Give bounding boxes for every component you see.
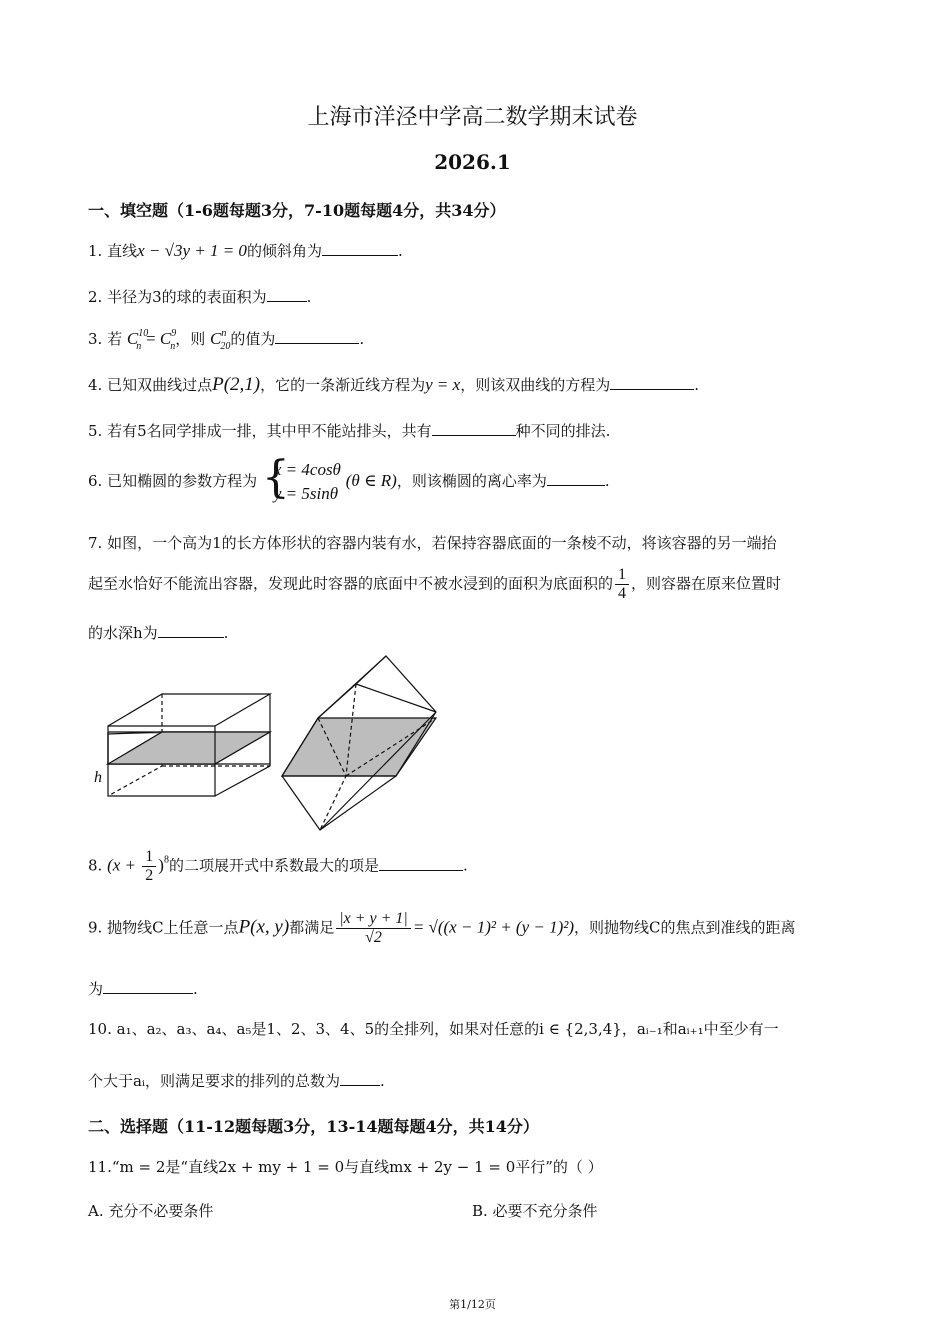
answer-blank-4[interactable] — [610, 375, 694, 390]
question-8: 8. (x + $\frac{1}{2}$ )$^8$的二项展开式中系数最大的项是 . — [88, 848, 468, 884]
fraction-one-half — [142, 848, 156, 885]
question-3-mid: ，则 — [175, 330, 206, 348]
question-4-asymptote: y = x — [425, 375, 461, 394]
parametric-x: x = 4cosθ — [273, 460, 341, 479]
question-6-prefix: 6. 已知椭圆的参数方程为 — [88, 472, 258, 490]
section-fill-in-heading: 一、填空题（1-6题每题3分，7-10题每题4分，共34分） — [88, 201, 506, 220]
question-9 — [88, 910, 796, 947]
question-9-point: P(x, y) — [238, 916, 290, 938]
question-4-mid: ，它的一条渐近线方程为 — [260, 376, 426, 394]
answer-blank-10[interactable] — [340, 1071, 380, 1086]
answer-blank-5[interactable] — [432, 421, 516, 436]
question-9-rhs: = √((x − 1)² + (y − 1)²) — [412, 917, 575, 937]
question-10-line-1: 10. a₁、a₂、a₃、a₄、a₅是1、2、3、4、5的全排列，如果对任意的i ∈ {2,3,4}，aᵢ₋₁和aᵢ₊₁中至少有一 — [88, 1020, 779, 1038]
question-6-suffix: ，则该椭圆的离心率为 — [396, 472, 547, 490]
fraction-numerator: |x + y + 1| — [336, 910, 411, 929]
answer-blank-1[interactable] — [322, 241, 398, 256]
parametric-system: { x = 4cosθ y = 5sinθ — [262, 458, 341, 506]
question-1-prefix: 1. 直线 — [88, 242, 138, 260]
question-8-prefix: 8. — [88, 856, 103, 875]
question-10-line-2-text: 个大于aᵢ，则满足要求的排列的总数为 — [88, 1072, 340, 1090]
fraction-numerator: 1 — [615, 566, 629, 585]
option-a[interactable]: A. 充分不必要条件 — [88, 1202, 214, 1220]
question-5-text: 5. 若有5名同学排成一排，其中甲不能站排头，共有 — [88, 422, 432, 440]
answer-blank-3[interactable] — [275, 329, 359, 344]
page-title: 上海市洋泾中学高二数学期末试卷 — [307, 105, 638, 130]
upright-container-figure — [108, 694, 270, 796]
question-8-power: 8 — [163, 854, 169, 866]
parametric-y: y = 5sinθ — [273, 484, 339, 503]
fraction-numerator: 1 — [142, 848, 156, 867]
question-8-expression: (x + — [107, 855, 141, 875]
question-9-suffix: ，则抛物线C的焦点到准线的距离 — [574, 918, 796, 937]
question-4-suffix: ，则该双曲线的方程为 — [460, 376, 611, 394]
depth-label-h: h — [94, 769, 102, 786]
question-5 — [88, 420, 610, 441]
question-9-prefix: 9. 抛物线C上任意一点 — [88, 918, 239, 937]
question-7-line-1: 7. 如图，一个高为1的长方体形状的容器内装有水，若保持容器底面的一条棱不动，将该容器的另一端抬 — [88, 534, 777, 552]
question-7-line-3-text: 的水深h为 — [88, 624, 158, 642]
question-2-text: 2. 半径为3的球的表面积为 — [88, 288, 267, 306]
question-6-condition: (θ ∈ R) — [345, 471, 397, 490]
question-1-suffix: 的倾斜角为 — [246, 242, 322, 260]
answer-blank-9[interactable] — [103, 979, 193, 994]
answer-blank-8[interactable] — [379, 856, 463, 871]
question-3: 3. 若 $C^{10}_n = C^9_n$，则 $C^n_{20}$的值为 . — [88, 328, 365, 352]
answer-blank-6[interactable] — [547, 471, 605, 486]
tilted-container-figure — [282, 656, 436, 830]
container-figures — [90, 650, 450, 840]
exam-date: 2026.1 — [434, 150, 511, 174]
question-4: 4. 已知双曲线过点P(2,1)，它的一条渐近线方程为y = x，则该双曲线的方程为 . — [88, 374, 699, 395]
question-3-suffix: 的值为 — [230, 330, 276, 348]
question-9-line-2: 为 . — [88, 980, 198, 998]
question-7-line-2 — [88, 566, 781, 603]
question-7-line-2-text: 起至水恰好不能流出容器，发现此时容器的底面中不被水浸到的面积为底面积的 — [88, 574, 614, 593]
question-4-point: P(2,1) — [212, 374, 261, 395]
question-5-suffix: 种不同的排法. — [515, 422, 611, 440]
section-choice-heading: 二、选择题（11-12题每题3分，13-14题每题4分，共14分） — [88, 1117, 539, 1136]
question-9-line-2-text: 为 — [88, 980, 104, 998]
question-8-suffix: 的二项展开式中系数最大的项是 — [168, 856, 379, 875]
question-3-prefix: 3. 若 — [88, 330, 123, 348]
question-7-line-3: 的水深h为 . — [88, 624, 229, 642]
question-1-equation: x − √3y + 1 = 0 — [137, 241, 247, 260]
fraction-denominator: 4 — [618, 585, 627, 602]
answer-blank-2[interactable] — [267, 287, 307, 302]
question-9-mid: 都满足 — [289, 918, 335, 937]
fraction-denominator: 2 — [145, 867, 154, 884]
fraction-denominator: √2 — [365, 929, 382, 946]
question-11: 11.“m = 2是“直线2x + my + 1 = 0与直线mx + 2y − 1 = 0平行”的（ ） — [88, 1158, 603, 1176]
question-2: 2. 半径为3的球的表面积为 . — [88, 288, 312, 306]
question-1: 1. 直线x − √3y + 1 = 0的倾斜角为 . — [88, 241, 403, 260]
page-number: 第1/12页 — [449, 1298, 496, 1311]
question-10-line-2: 个大于aᵢ，则满足要求的排列的总数为 . — [88, 1072, 385, 1090]
question-6: 6. 已知椭圆的参数方程为 { x = 4cosθ y = 5sinθ (θ ∈ R)，则该椭圆的离心率为 . — [88, 458, 610, 506]
fraction-one-quarter — [615, 566, 629, 603]
answer-blank-7[interactable] — [158, 623, 224, 638]
distance-fraction — [336, 910, 411, 947]
option-b[interactable]: B. 必要不充分条件 — [472, 1202, 598, 1220]
question-7-line-2-end: ，则容器在原来位置时 — [631, 574, 782, 593]
question-4-prefix: 4. 已知双曲线过点 — [88, 376, 213, 394]
